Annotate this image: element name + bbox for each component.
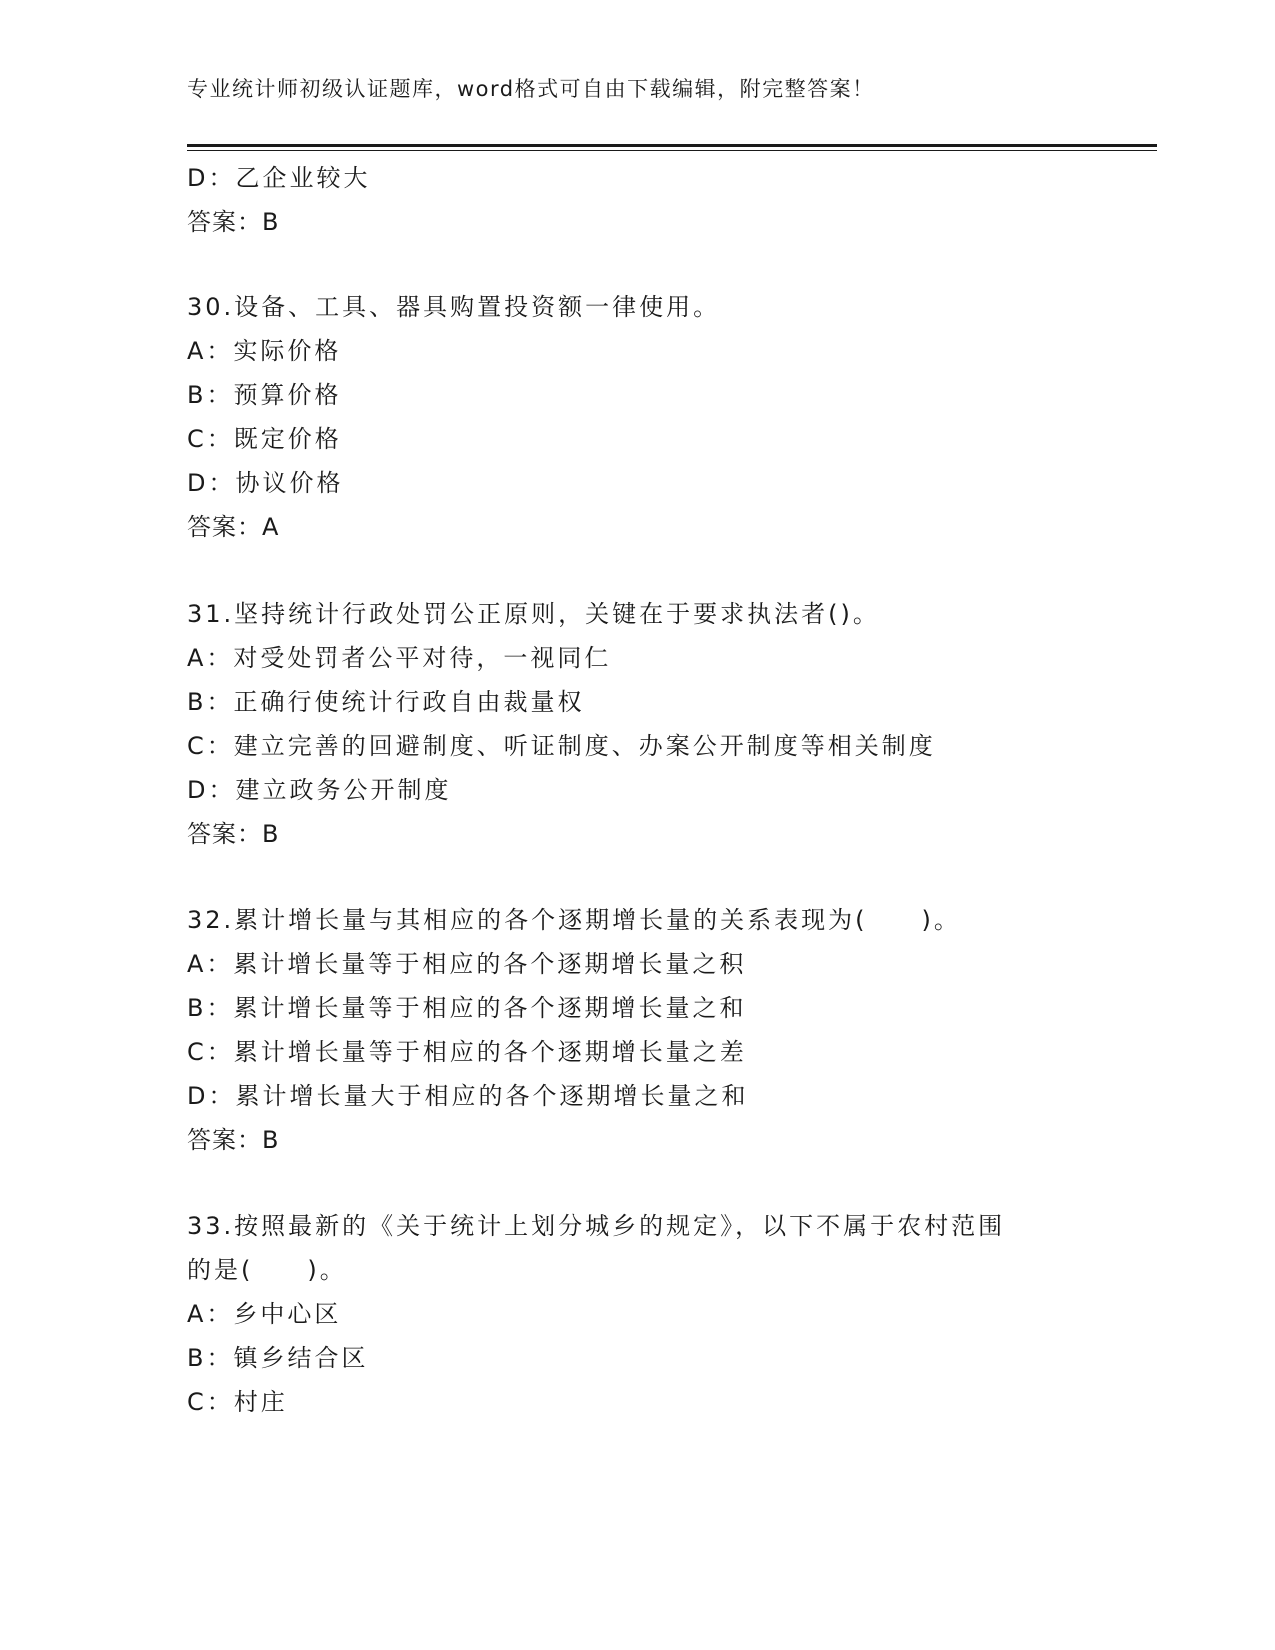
q32-option-d: D：累计增长量大于相应的各个逐期增长量之和: [187, 1082, 749, 1110]
q32-option-c: C：累计增长量等于相应的各个逐期增长量之差: [187, 1038, 747, 1066]
q30-question: 30.设备、工具、器具购置投资额一律使用。: [187, 293, 721, 321]
q30-option-b: B：预算价格: [187, 381, 342, 409]
q33-option-c: C：村庄: [187, 1388, 288, 1416]
q32-option-b: B：累计增长量等于相应的各个逐期增长量之和: [187, 994, 747, 1022]
q29-option-d: D：乙企业较大: [187, 164, 371, 192]
q33-question-line1: 33.按照最新的《关于统计上划分城乡的规定》，以下不属于农村范围: [187, 1212, 1006, 1240]
header-divider-thick: [187, 144, 1157, 147]
q30-option-c: C：既定价格: [187, 425, 342, 453]
q31-option-d: D：建立政务公开制度: [187, 776, 452, 804]
q33-option-b: B：镇乡结合区: [187, 1344, 369, 1372]
q31-answer: 答案：B: [187, 820, 280, 848]
q30-option-d: D：协议价格: [187, 469, 344, 497]
q31-option-c: C：建立完善的回避制度、听证制度、办案公开制度等相关制度: [187, 732, 936, 760]
page-header-text: 专业统计师初级认证题库，word格式可自由下载编辑，附完整答案！: [187, 77, 875, 101]
q32-question: 32.累计增长量与其相应的各个逐期增长量的关系表现为( )。: [187, 906, 961, 934]
q32-answer: 答案：B: [187, 1126, 280, 1154]
q30-answer: 答案：A: [187, 513, 280, 541]
q29-answer: 答案：B: [187, 208, 280, 236]
q33-question-line2: 的是( )。: [187, 1256, 347, 1284]
q33-option-a: A：乡中心区: [187, 1300, 342, 1328]
header-divider-thin: [187, 150, 1157, 151]
q31-question: 31.坚持统计行政处罚公正原则，关键在于要求执法者()。: [187, 600, 880, 628]
q32-option-a: A：累计增长量等于相应的各个逐期增长量之积: [187, 950, 747, 978]
q31-option-a: A：对受处罚者公平对待，一视同仁: [187, 644, 612, 672]
q30-option-a: A：实际价格: [187, 337, 342, 365]
q31-option-b: B：正确行使统计行政自由裁量权: [187, 688, 585, 716]
